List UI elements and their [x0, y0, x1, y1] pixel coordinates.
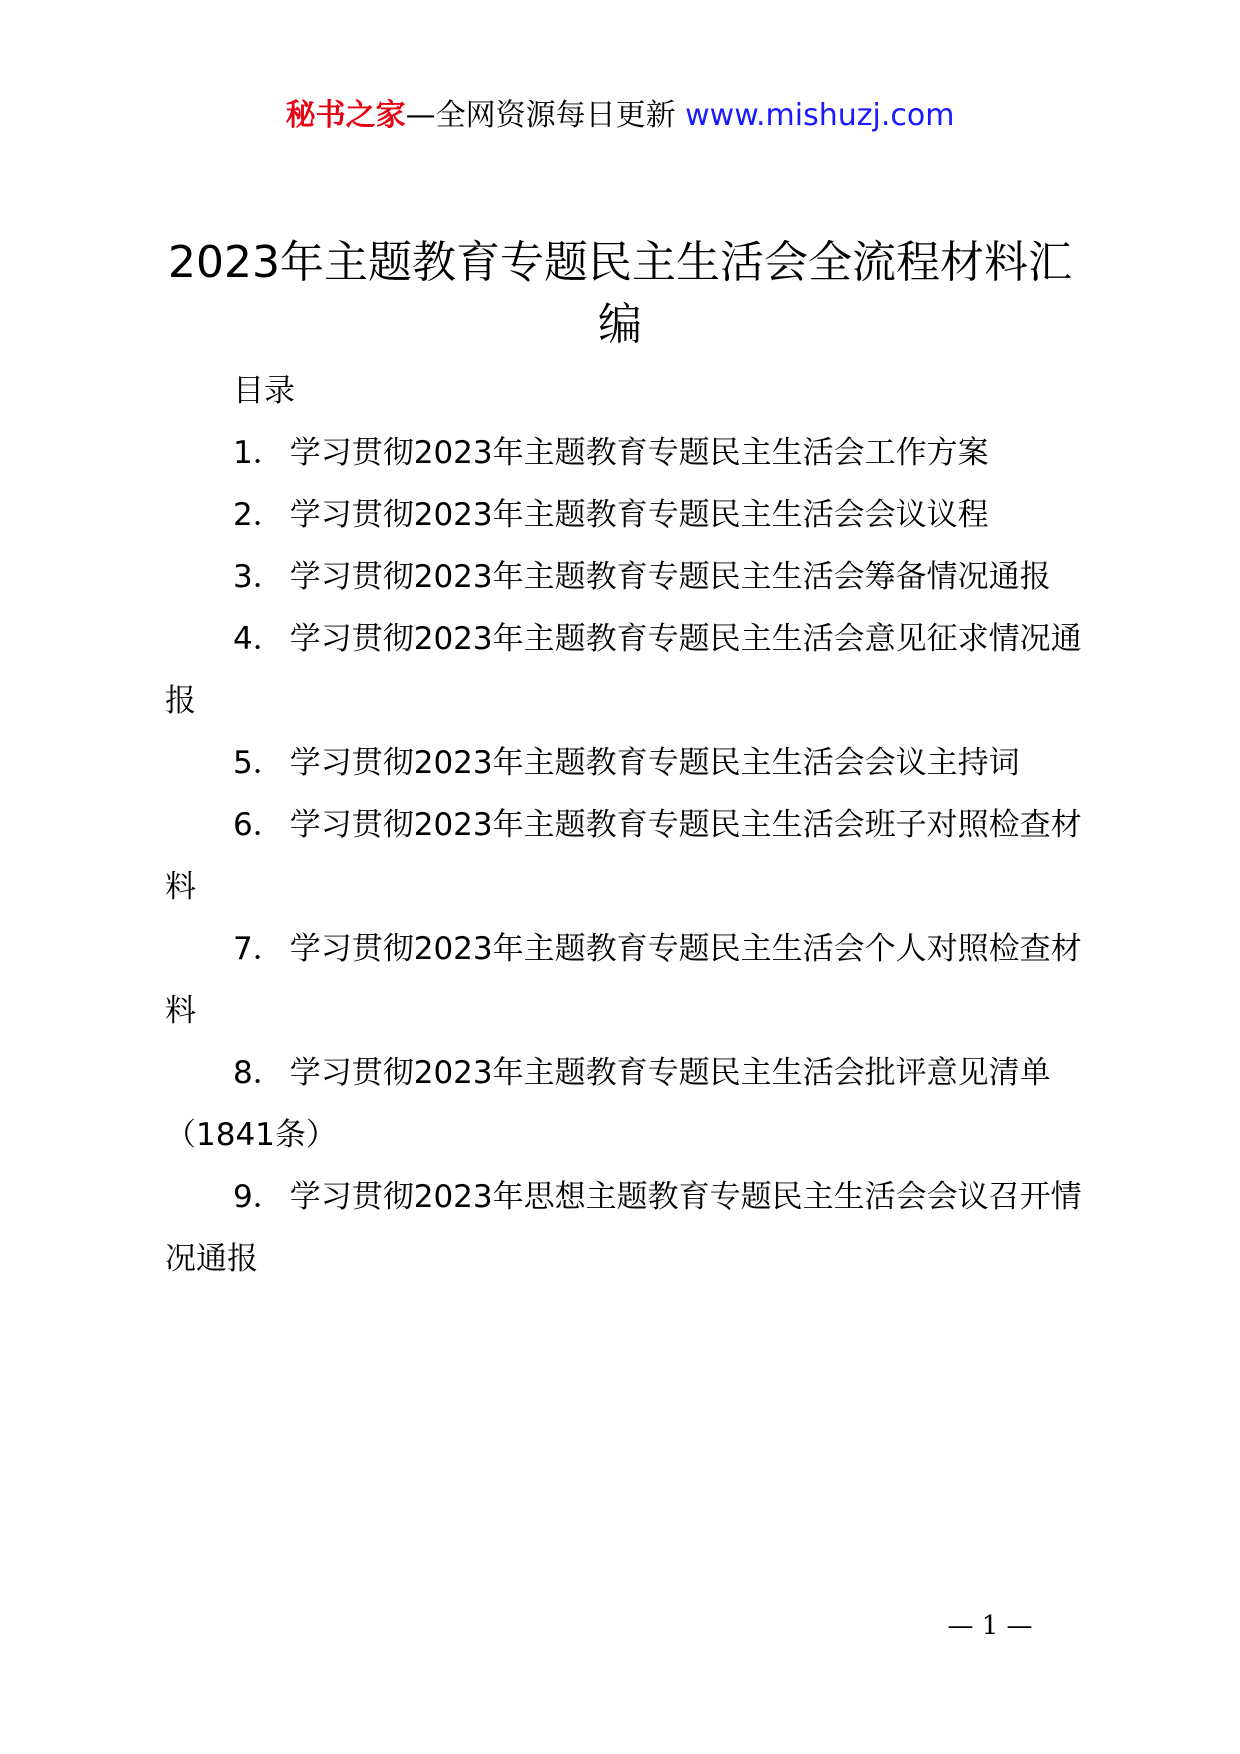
toc-item-number: 6． [233, 807, 284, 843]
toc-item [165, 422, 1085, 484]
toc-item-number: 9． [233, 1179, 284, 1215]
toc-list [165, 422, 1085, 1290]
toc-item-text: 学习贯彻2023年主题教育专题民主生活会会议议程 [289, 497, 989, 533]
toc-item [165, 546, 1085, 608]
toc-item-number: 4． [233, 621, 284, 657]
toc-item-text: 学习贯彻2023年主题教育专题民主生活会班子对照检查材料 [165, 807, 1082, 905]
page-number: — 1 — [947, 1611, 1033, 1641]
toc-item-number: 5． [233, 745, 284, 781]
toc-item [165, 608, 1085, 732]
toc-item [165, 1166, 1085, 1290]
toc-item [165, 1042, 1085, 1166]
document-title: 2023年主题教育专题民主生活会全流程材料汇编 [168, 237, 1072, 350]
toc-item-number: 2． [233, 497, 284, 533]
toc-item [165, 918, 1085, 1042]
toc-item [165, 484, 1085, 546]
toc-item-text: 学习贯彻2023年主题教育专题民主生活会会议主持词 [289, 745, 1020, 781]
banner-slogan: —全网资源每日更新 [405, 98, 676, 133]
toc-item-number: 1． [233, 435, 284, 471]
toc-item-number: 8． [233, 1055, 284, 1091]
site-url-link[interactable]: www.mishuzj.com [685, 98, 955, 133]
toc-item [165, 732, 1085, 794]
toc-item-text: 学习贯彻2023年思想主题教育专题民主生活会会议召开情况通报 [165, 1179, 1082, 1277]
toc-item [165, 794, 1085, 918]
toc-item-text: 学习贯彻2023年主题教育专题民主生活会个人对照检查材料 [165, 931, 1082, 1029]
toc-item-text: 学习贯彻2023年主题教育专题民主生活会工作方案 [289, 435, 989, 471]
table-of-contents [165, 360, 1085, 1290]
toc-item-number: 3． [233, 559, 284, 595]
toc-heading: 目录 [233, 373, 295, 409]
site-banner [0, 96, 1240, 136]
brand-name: 秘书之家 [285, 98, 406, 133]
toc-item-text: 学习贯彻2023年主题教育专题民主生活会筹备情况通报 [289, 559, 1051, 595]
toc-item-number: 7． [233, 931, 284, 967]
toc-item-text: 学习贯彻2023年主题教育专题民主生活会批评意见清单（1841条） [165, 1055, 1051, 1153]
toc-item-text: 学习贯彻2023年主题教育专题民主生活会意见征求情况通报 [165, 621, 1082, 719]
